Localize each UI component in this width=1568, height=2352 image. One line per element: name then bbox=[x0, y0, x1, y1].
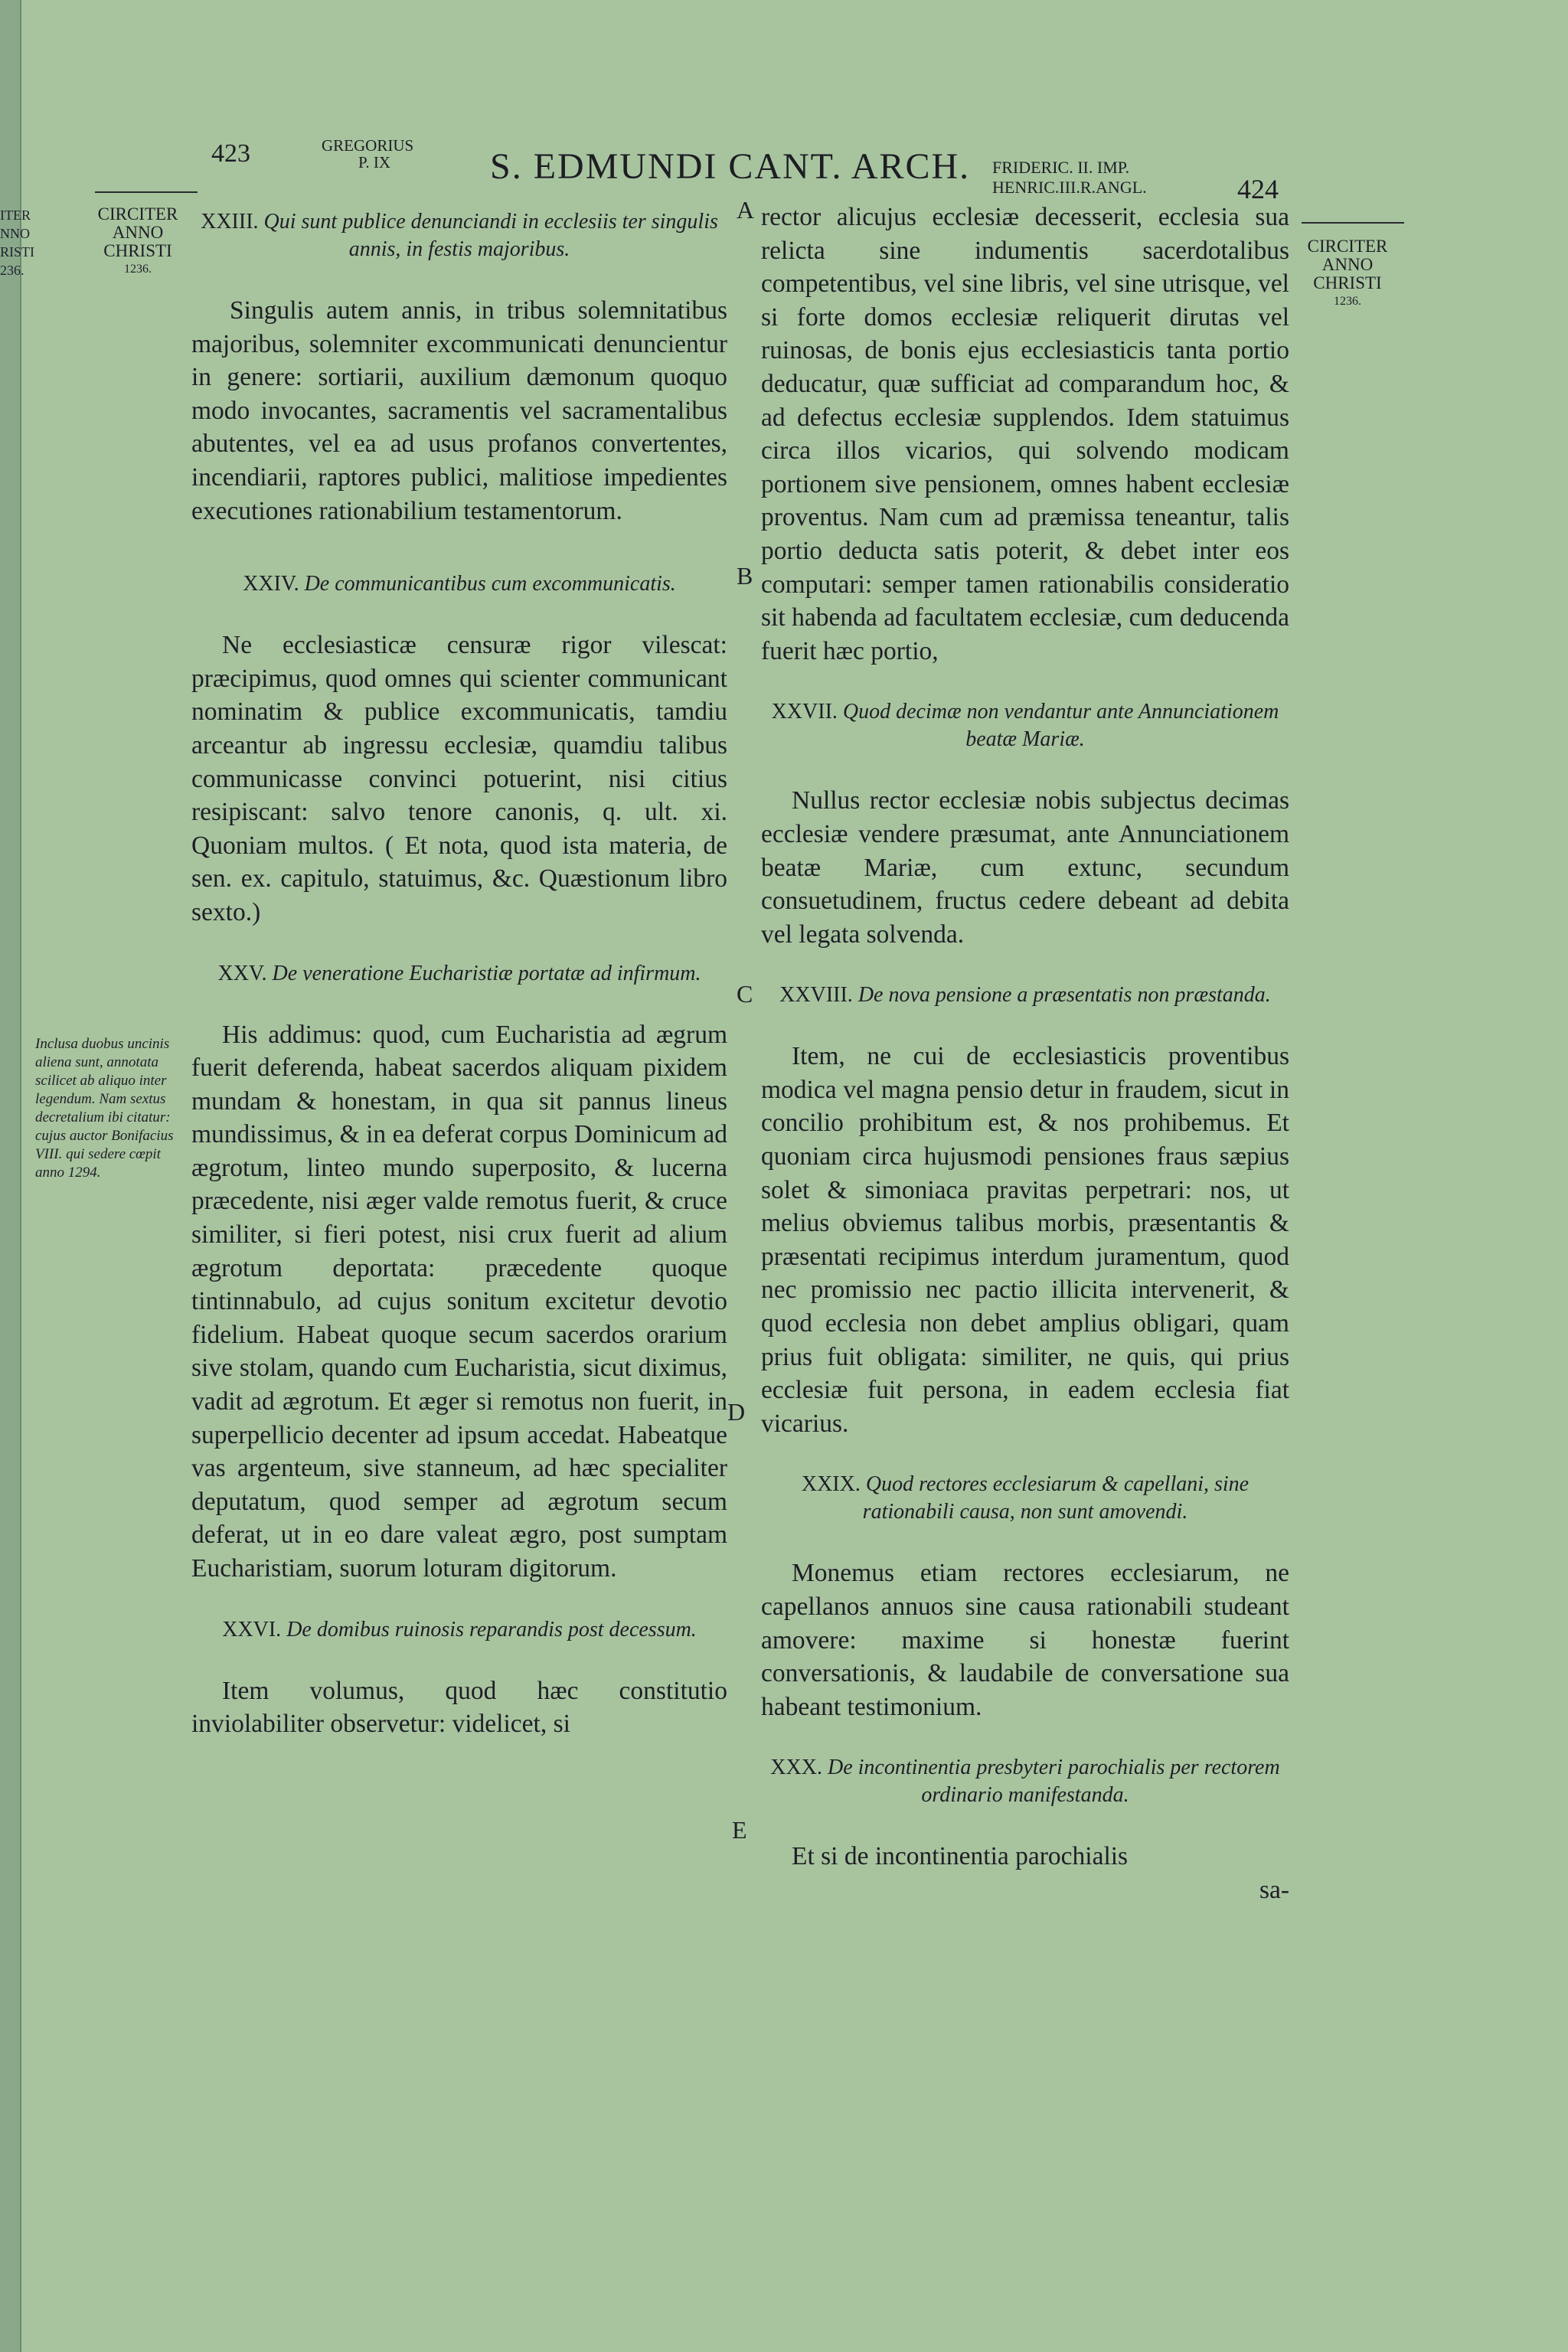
heading-xxvi bbox=[191, 1616, 727, 1644]
heading-text: De domibus ruinosis reparandis post decessum. bbox=[286, 1617, 697, 1642]
previous-page-edge bbox=[0, 0, 34, 2352]
heading-text: De communicantibus cum excommunicatis. bbox=[304, 572, 676, 596]
heading-xxiii bbox=[191, 208, 727, 263]
heading-number: XXV. bbox=[217, 961, 267, 985]
margin-letter-b: B bbox=[737, 562, 753, 590]
heading-xxv bbox=[191, 960, 727, 988]
prev-edge-line: NNO bbox=[0, 226, 30, 241]
header-pope-number: P. IX bbox=[358, 153, 391, 172]
header-emperor: FRIDERIC. II. IMP. bbox=[992, 158, 1130, 177]
right-column bbox=[761, 201, 1289, 1907]
heading-xxviii bbox=[761, 982, 1289, 1009]
prev-edge-line: ITER bbox=[0, 207, 31, 223]
heading-number: XXVI. bbox=[222, 1617, 282, 1642]
margin-letter-a: A bbox=[737, 196, 755, 224]
margin-date-line: CHRISTI bbox=[103, 241, 172, 260]
paragraph-xxvi-continued: rector alicujus ecclesiæ decesserit, ecclesia sua relicta sine indumentis sacerdotalibus competentibus, vel sine libris, vel sine utrisque, vel si forte domos ecclesiæ reliquerit dirutas vel ruinosas, de bonis ejus ecclesiasticis tanta portio deducatur, quæ sufficiat ad comparandum hoc, & ad defectus ecclesiæ supplendos. Idem statuimus circa illos vicarios, qui solvendo modicam portionem sive pensionem, omnes habent ecclesiæ proventus. Nam cum ad præmissa teneantur, talis portio deducta satis poterit, & debet inter eos computari: semper tamen rationabilis consideratio sit habenda ad facultatem ecclesiæ, cum deducenda fuerit hæc portio, bbox=[761, 203, 1289, 665]
heading-xxvii bbox=[761, 698, 1289, 753]
margin-date-line: ANNO bbox=[1321, 255, 1374, 274]
margin-letter-e: E bbox=[732, 1816, 747, 1844]
margin-date-left bbox=[84, 205, 191, 279]
margin-date-year: 1236. bbox=[1334, 295, 1361, 308]
header-king: HENRIC.III.R.ANGL. bbox=[992, 178, 1147, 197]
paragraph-xxviii: Item, ne cui de ecclesiasticis proventibus modica vel magna pensio detur in fraudem, sicut in concilio prohibitum est, & nos prohibemus. Et quoniam circa hujusmodi pensiones fraus sæpius solet & simoniaca pravitas perpetrari: nos, ut melius obviemus talibus morbis, præsentantis & præsentati recipimus interdum juramentum, quod nec promissio nec pactio illicita intervenerit, & quod ecclesia non debet amplius obligari, quam prius fuit obligata: similiter, ne quis, qui prius ecclesiæ fuit persona, in eadem ecclesia fiat vicarius. bbox=[761, 1042, 1289, 1438]
margin-date-line: CIRCITER bbox=[1307, 237, 1388, 256]
left-column bbox=[191, 208, 727, 1741]
page-number-left: 423 bbox=[211, 139, 250, 168]
heading-text: Quod decimæ non vendantur ante Annunciationem beatæ Mariæ. bbox=[842, 700, 1279, 752]
margin-letter-c: C bbox=[737, 980, 753, 1008]
margin-date-line: CHRISTI bbox=[1313, 273, 1382, 292]
margin-date-year: 1236. bbox=[124, 263, 152, 276]
heading-text: De incontinentia presbyteri parochialis per rectorem ordinario manifestanda. bbox=[827, 1756, 1280, 1808]
margin-rule-right bbox=[1302, 222, 1404, 224]
heading-number: XXX. bbox=[770, 1756, 822, 1780]
heading-number: XXIX. bbox=[801, 1472, 861, 1497]
heading-number: XXVII. bbox=[771, 700, 838, 724]
prev-edge-line: 236. bbox=[0, 263, 24, 278]
paragraph-xxvi: Item volumus, quod hæc constitutio inviolabiliter observetur: videlicet, si bbox=[191, 1676, 727, 1739]
margin-date-line: CIRCITER bbox=[97, 204, 178, 224]
heading-text: De veneratione Eucharistiæ portatæ ad infirmum. bbox=[272, 961, 701, 985]
header-pope: GREGORIUS bbox=[322, 136, 414, 155]
paragraph-xxix: Monemus etiam rectores ecclesiarum, ne capellanos annuos sine causa rationabili studeant amovere: maxime si honestæ fuerint conversationis, & laudabile de conversatione sua habeant testimonium. bbox=[761, 1559, 1289, 1721]
heading-text: Quod rectores ecclesiarum & capellani, sine rationabili causa, non sunt amovendi. bbox=[862, 1472, 1250, 1524]
prev-edge-line: RISTI bbox=[0, 244, 34, 260]
margin-date-line: ANNO bbox=[112, 223, 164, 242]
heading-xxiv bbox=[191, 570, 727, 598]
paragraph-xxiv: Ne ecclesiasticæ censuræ rigor vilescat: præcipimus, quod omnes qui scienter communicant nominatim & publice excommunicatis, tamdiu arceantur ab ingressu ecclesiæ, quamdiu talibus communicasse convinci potuerint, nisi citius resipiscant: salvo tenore canonis, q. ult. xi. Quoniam multos. ( Et nota, quod ista materia, de sen. ex. capitulo, statuimus, &c. Quæstionum libro sexto.) bbox=[191, 631, 727, 926]
marginal-note: Inclusa duobus uncinis aliena sunt, annotata scilicet ab aliquo inter legendum. Nam sextus decretalium ibi citatur: cujus auctor Bonifacius VIII. qui sedere cœpit anno 1294. bbox=[35, 1036, 174, 1181]
page-number-right: 424 bbox=[1237, 174, 1279, 204]
paragraph-xxvii: Nullus rector ecclesiæ nobis subjectus decimas ecclesiæ vendere præsumat, ante Annunciationem beatæ Mariæ, cum extunc, secundum consuetudinem, fructus cedere debeant ad debita vel legata solvenda. bbox=[761, 786, 1289, 949]
paragraph-xxv: His addimus: quod, cum Eucharistia ad ægrum fuerit deferenda, habeat sacerdos aliquam pixidem mundam & honestam, in qua sit pannus lineus mundissimus, & in ea deferat corpus Dominicum ad ægrotum, linteo mundo superposito, & lucerna præcedente, nisi æger valde remotus fuerit, & cruce similiter, si fieri potest, nisi crux fuerit ad alium ægrotum deportata: præcedente quoque tintinnabulo, ad cujus sonitum excitetur devotio fidelium. Habeat quoque secum sacerdos orarium sive stolam, quando cum Eucharistia, sicut diximus, vadit ad ægrotum. Et æger si remotus non fuerit, in superpellicio decenter ad ipsum accedat. Habeatque vas argenteum, sive stanneum, ad hæc specialiter deputatum, quod semper ad ægrotum secum deferat, ut in eo dare valeat ægro, post sumptam Eucharistiam, suorum loturam digitorum. bbox=[191, 1020, 727, 1583]
paragraph-xxiii: Singulis autem annis, in tribus solemnitatibus majoribus, solemniter excommunicati denuncientur in genere: sortiarii, auxilium dæmonum quoquo modo invocantes, sacramentis vel sacramentalibus abutentes, vel ea ad usus profanos convertentes, incendiarii, raptores publici, malitiose impedientes executiones rationabilium testamentorum. bbox=[191, 296, 727, 525]
margin-rule-left bbox=[95, 191, 198, 193]
heading-number: XXIV. bbox=[243, 572, 299, 596]
margin-date-right bbox=[1294, 237, 1401, 311]
paragraph-xxx: Et si de incontinentia parochialis bbox=[792, 1842, 1129, 1871]
heading-text: Qui sunt publice denunciandi in ecclesiis ter singulis annis, in festis majoribus. bbox=[263, 210, 718, 261]
heading-xxx bbox=[761, 1754, 1289, 1809]
page-title: S. EDMUNDI CANT. ARCH. bbox=[490, 146, 971, 187]
catchword: sa- bbox=[1259, 1875, 1289, 1904]
margin-letter-d: D bbox=[727, 1398, 746, 1426]
heading-xxix bbox=[761, 1471, 1289, 1526]
heading-number: XXVIII. bbox=[779, 983, 853, 1008]
heading-text: De nova pensione a præsentatis non præstanda. bbox=[858, 983, 1271, 1008]
heading-number: XXIII. bbox=[201, 210, 259, 234]
